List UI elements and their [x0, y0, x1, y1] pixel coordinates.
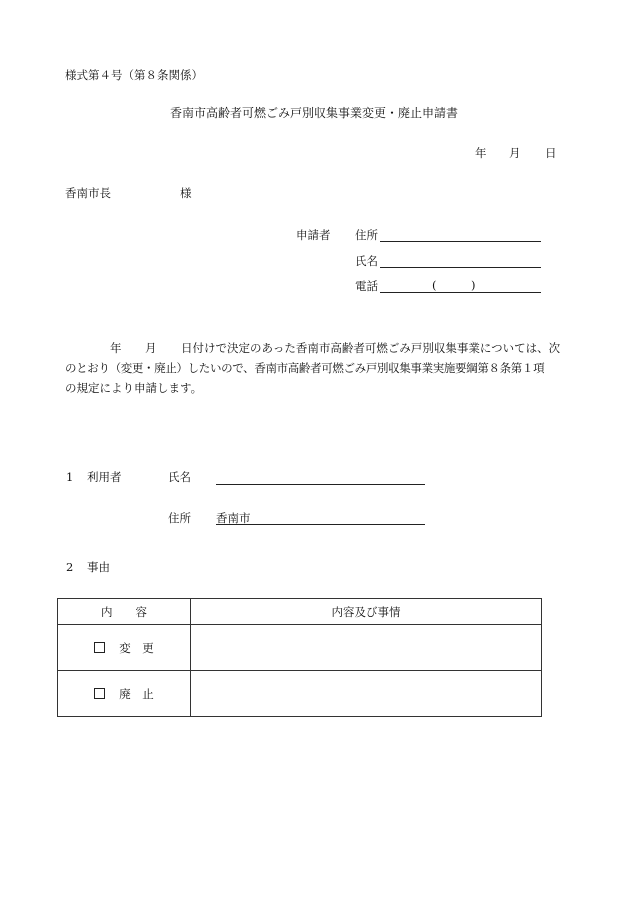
user-address-field[interactable]: [216, 524, 425, 525]
body-line-3: の規定により申請します。: [65, 381, 203, 395]
change-details-cell[interactable]: [191, 625, 542, 671]
user-name-label: 氏名: [168, 470, 191, 484]
body-month-label: 月: [145, 341, 157, 355]
change-option-label: 変 更: [119, 640, 154, 655]
table-row: [58, 625, 542, 671]
applicant-label: 申請者: [296, 228, 331, 242]
phone-paren-close: ): [471, 278, 476, 292]
user-address-label: 住所: [168, 511, 191, 525]
addressee-honorific: 様: [180, 186, 192, 200]
date-day-label: 日: [545, 146, 557, 160]
applicant-phone-label: 電話: [355, 279, 378, 293]
section-2-number: 2: [66, 560, 74, 574]
option-cell-abolish: [58, 671, 191, 717]
applicant-name-field[interactable]: [380, 267, 541, 268]
date-year-label: 年: [475, 146, 487, 160]
applicant-address-label: 住所: [355, 228, 378, 242]
user-address-prefix: 香南市: [216, 511, 251, 525]
phone-paren-open: (: [432, 278, 437, 292]
date-month-label: 月: [509, 146, 521, 160]
section-1-number: 1: [66, 470, 74, 484]
change-checkbox[interactable]: [94, 642, 105, 653]
abolish-option-label: 廃 止: [119, 686, 154, 701]
section-2-label: 事由: [87, 560, 110, 574]
section-1-label: 利用者: [87, 470, 122, 484]
table-header-details: 内容及び事情: [191, 599, 542, 625]
reason-table: [57, 598, 542, 717]
abolish-checkbox[interactable]: [94, 688, 105, 699]
applicant-name-label: 氏名: [355, 254, 378, 268]
table-row: [58, 671, 542, 717]
applicant-address-field[interactable]: [380, 241, 541, 242]
applicant-phone-field[interactable]: [380, 292, 541, 293]
form-number: 様式第４号（第８条関係）: [65, 68, 203, 82]
abolish-details-cell[interactable]: [191, 671, 542, 717]
option-cell-change: [58, 625, 191, 671]
body-line-2: のとおり（変更・廃止）したいので、香南市高齢者可燃ごみ戸別収集事業実施要綱第８条第１項: [65, 361, 545, 375]
user-name-field[interactable]: [216, 484, 425, 485]
table-header-row: [58, 599, 542, 625]
body-line-1: 日付けで決定のあった香南市高齢者可燃ごみ戸別収集事業については、次: [181, 341, 561, 355]
addressee-name: 香南市長: [65, 186, 111, 200]
document-title: 香南市高齢者可燃ごみ戸別収集事業変更・廃止申請書: [170, 106, 459, 120]
table-header-content: 内 容: [58, 599, 191, 625]
body-year-label: 年: [110, 341, 122, 355]
